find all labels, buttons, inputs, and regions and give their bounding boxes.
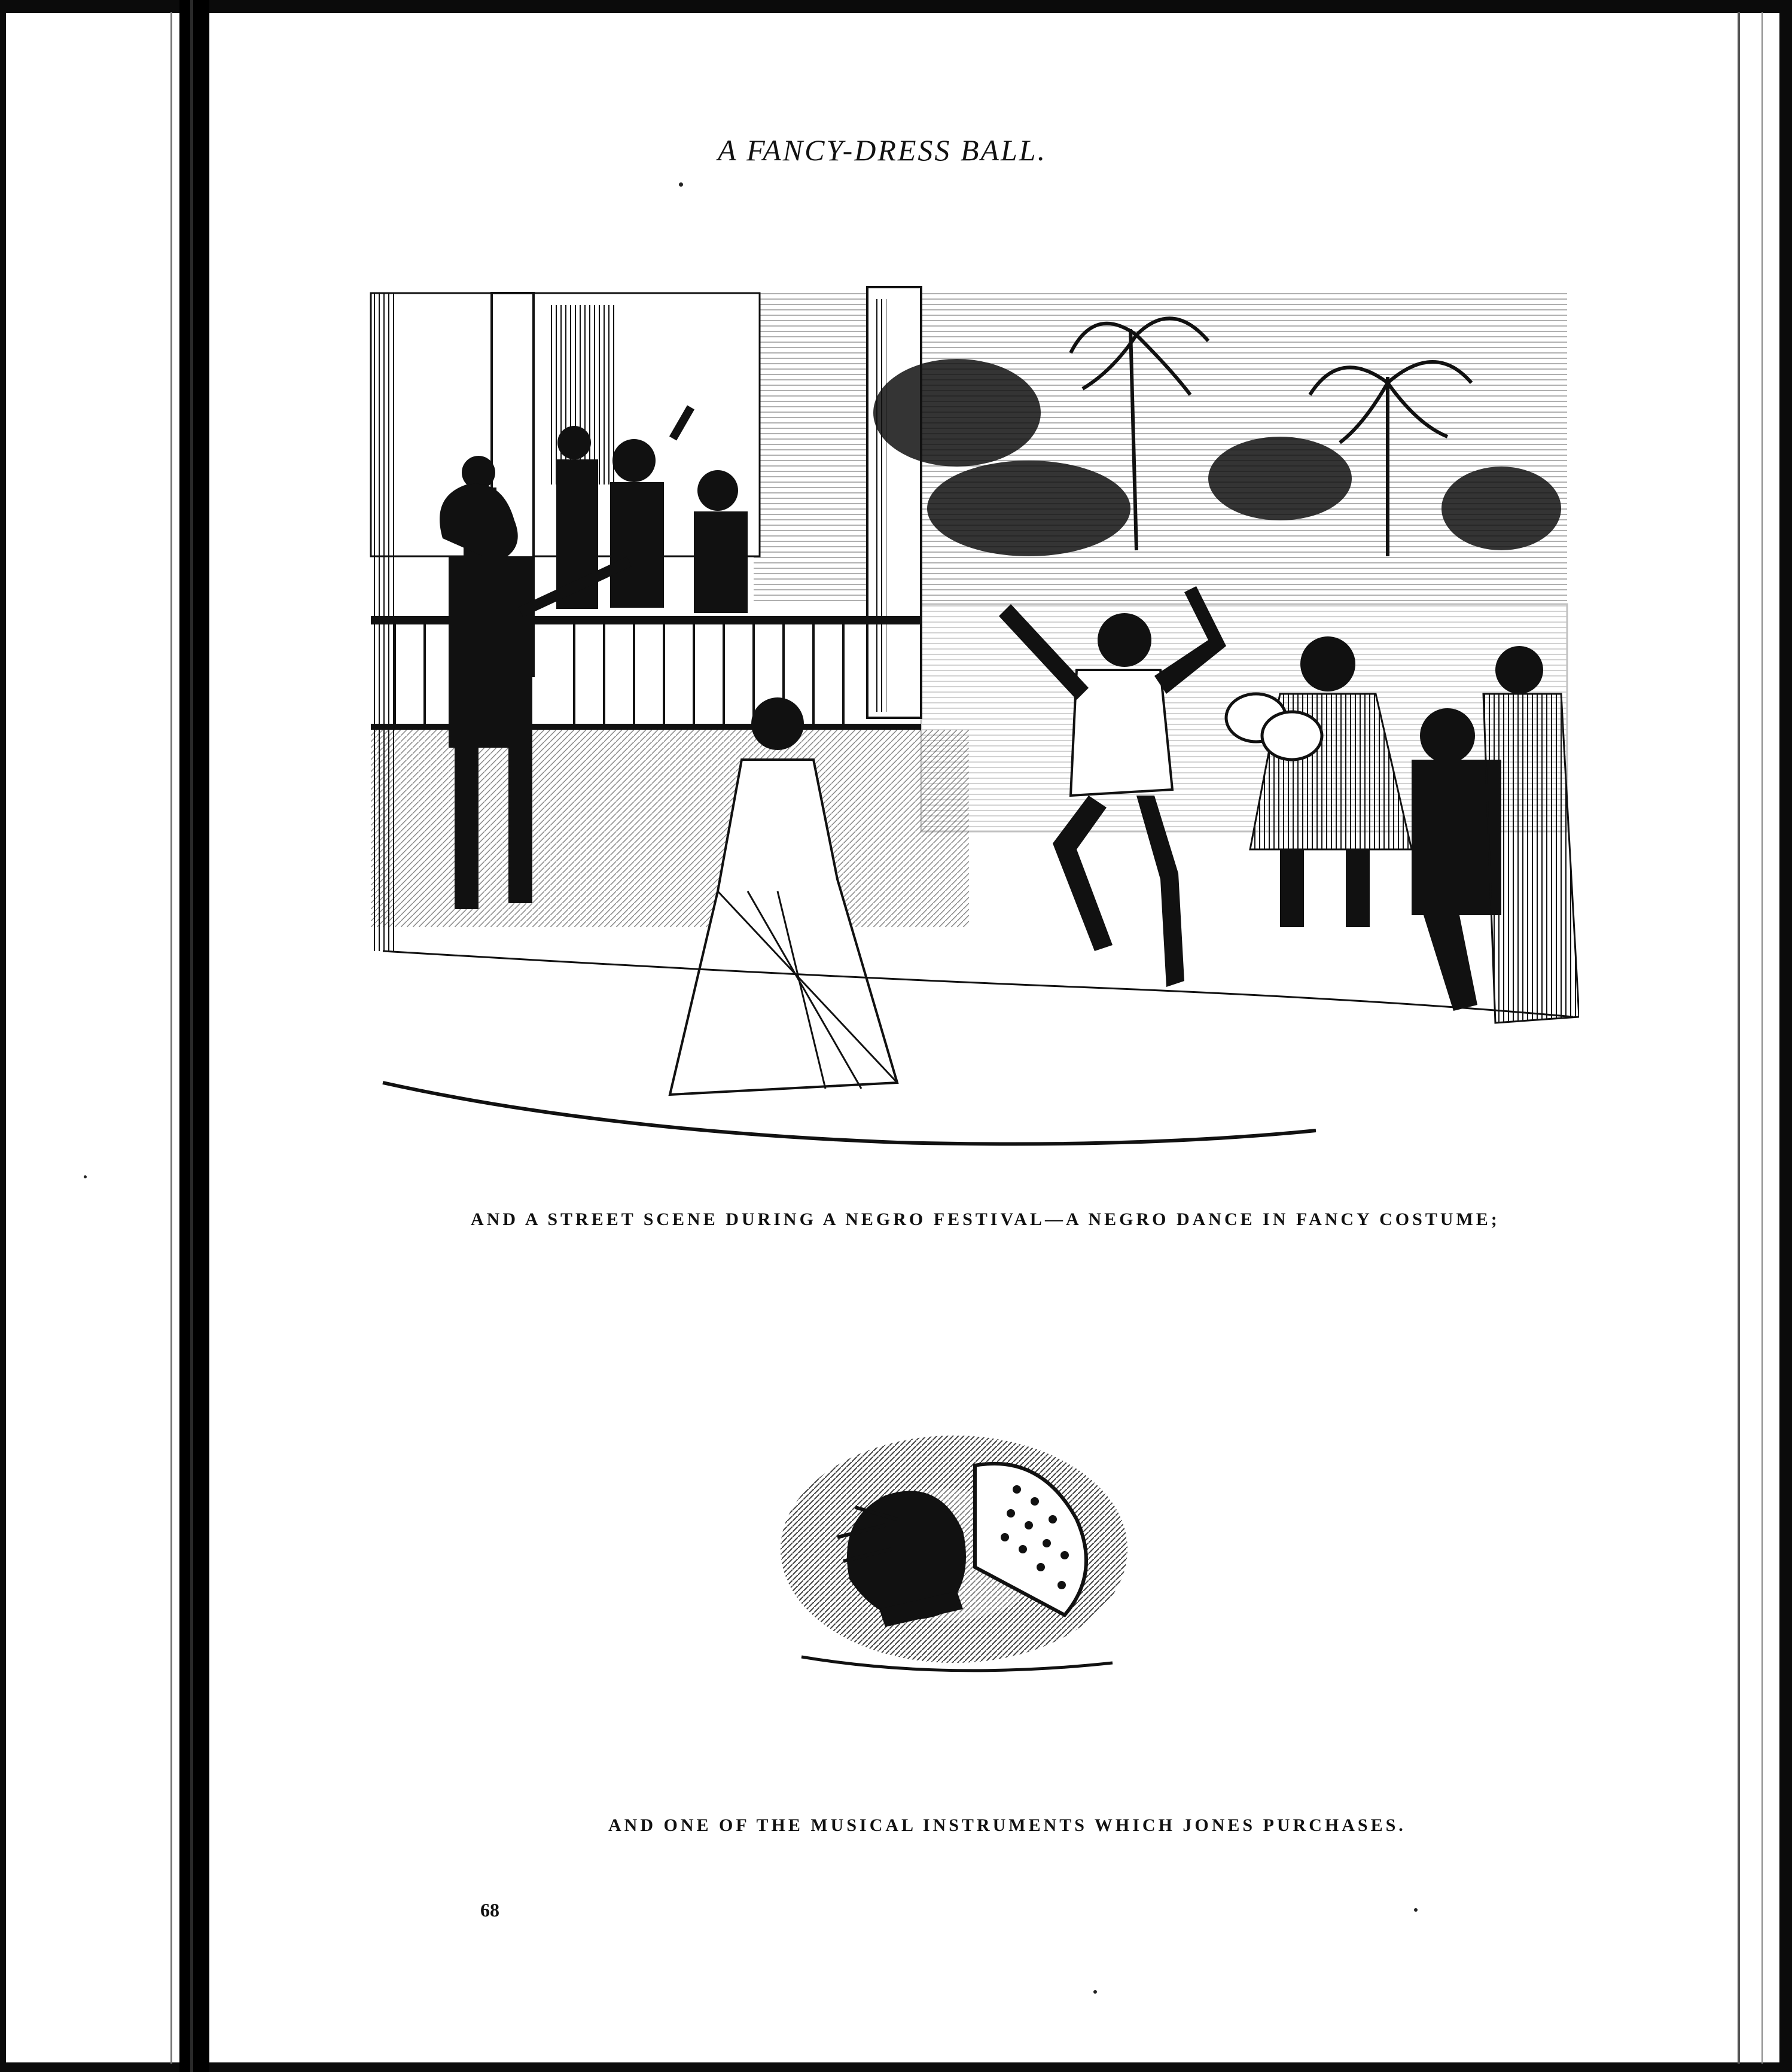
scan-border-left: [0, 0, 6, 2072]
page-number: 68: [480, 1899, 499, 1921]
doorway: [550, 305, 616, 485]
illustration-caption: AND ONE OF THE MUSICAL INSTRUMENTS WHICH JONES PURCHASES.: [608, 1815, 1406, 1835]
scan-border-right: [1779, 0, 1792, 2072]
street-scene-engraving: [359, 281, 1579, 1154]
book-gutter: [179, 0, 209, 2072]
scan-speck: [84, 1175, 87, 1178]
right-page-edge-inner: [1761, 12, 1763, 2064]
right-page-edge: [1738, 12, 1740, 2064]
gutter-highlight: [190, 0, 193, 2072]
illustration-caption: AND A STREET SCENE DURING A NEGRO FESTIVAL—A NEGRO DANCE IN FANCY COSTUME;: [471, 1209, 1500, 1229]
scan-border-bottom: [0, 2062, 1792, 2072]
scan-speck: [1414, 1908, 1418, 1912]
left-page-edge: [170, 12, 172, 2064]
street-line: [383, 951, 1573, 1017]
scan-speck: [679, 182, 683, 187]
street-foreground: [383, 1083, 1316, 1144]
scan-speck: [1093, 1990, 1097, 1994]
instrument-engraving: [766, 1430, 1142, 1711]
scan-border-top: [0, 0, 1792, 13]
running-head: A FANCY-DRESS BALL.: [718, 133, 1047, 167]
column-shading: [874, 299, 886, 712]
